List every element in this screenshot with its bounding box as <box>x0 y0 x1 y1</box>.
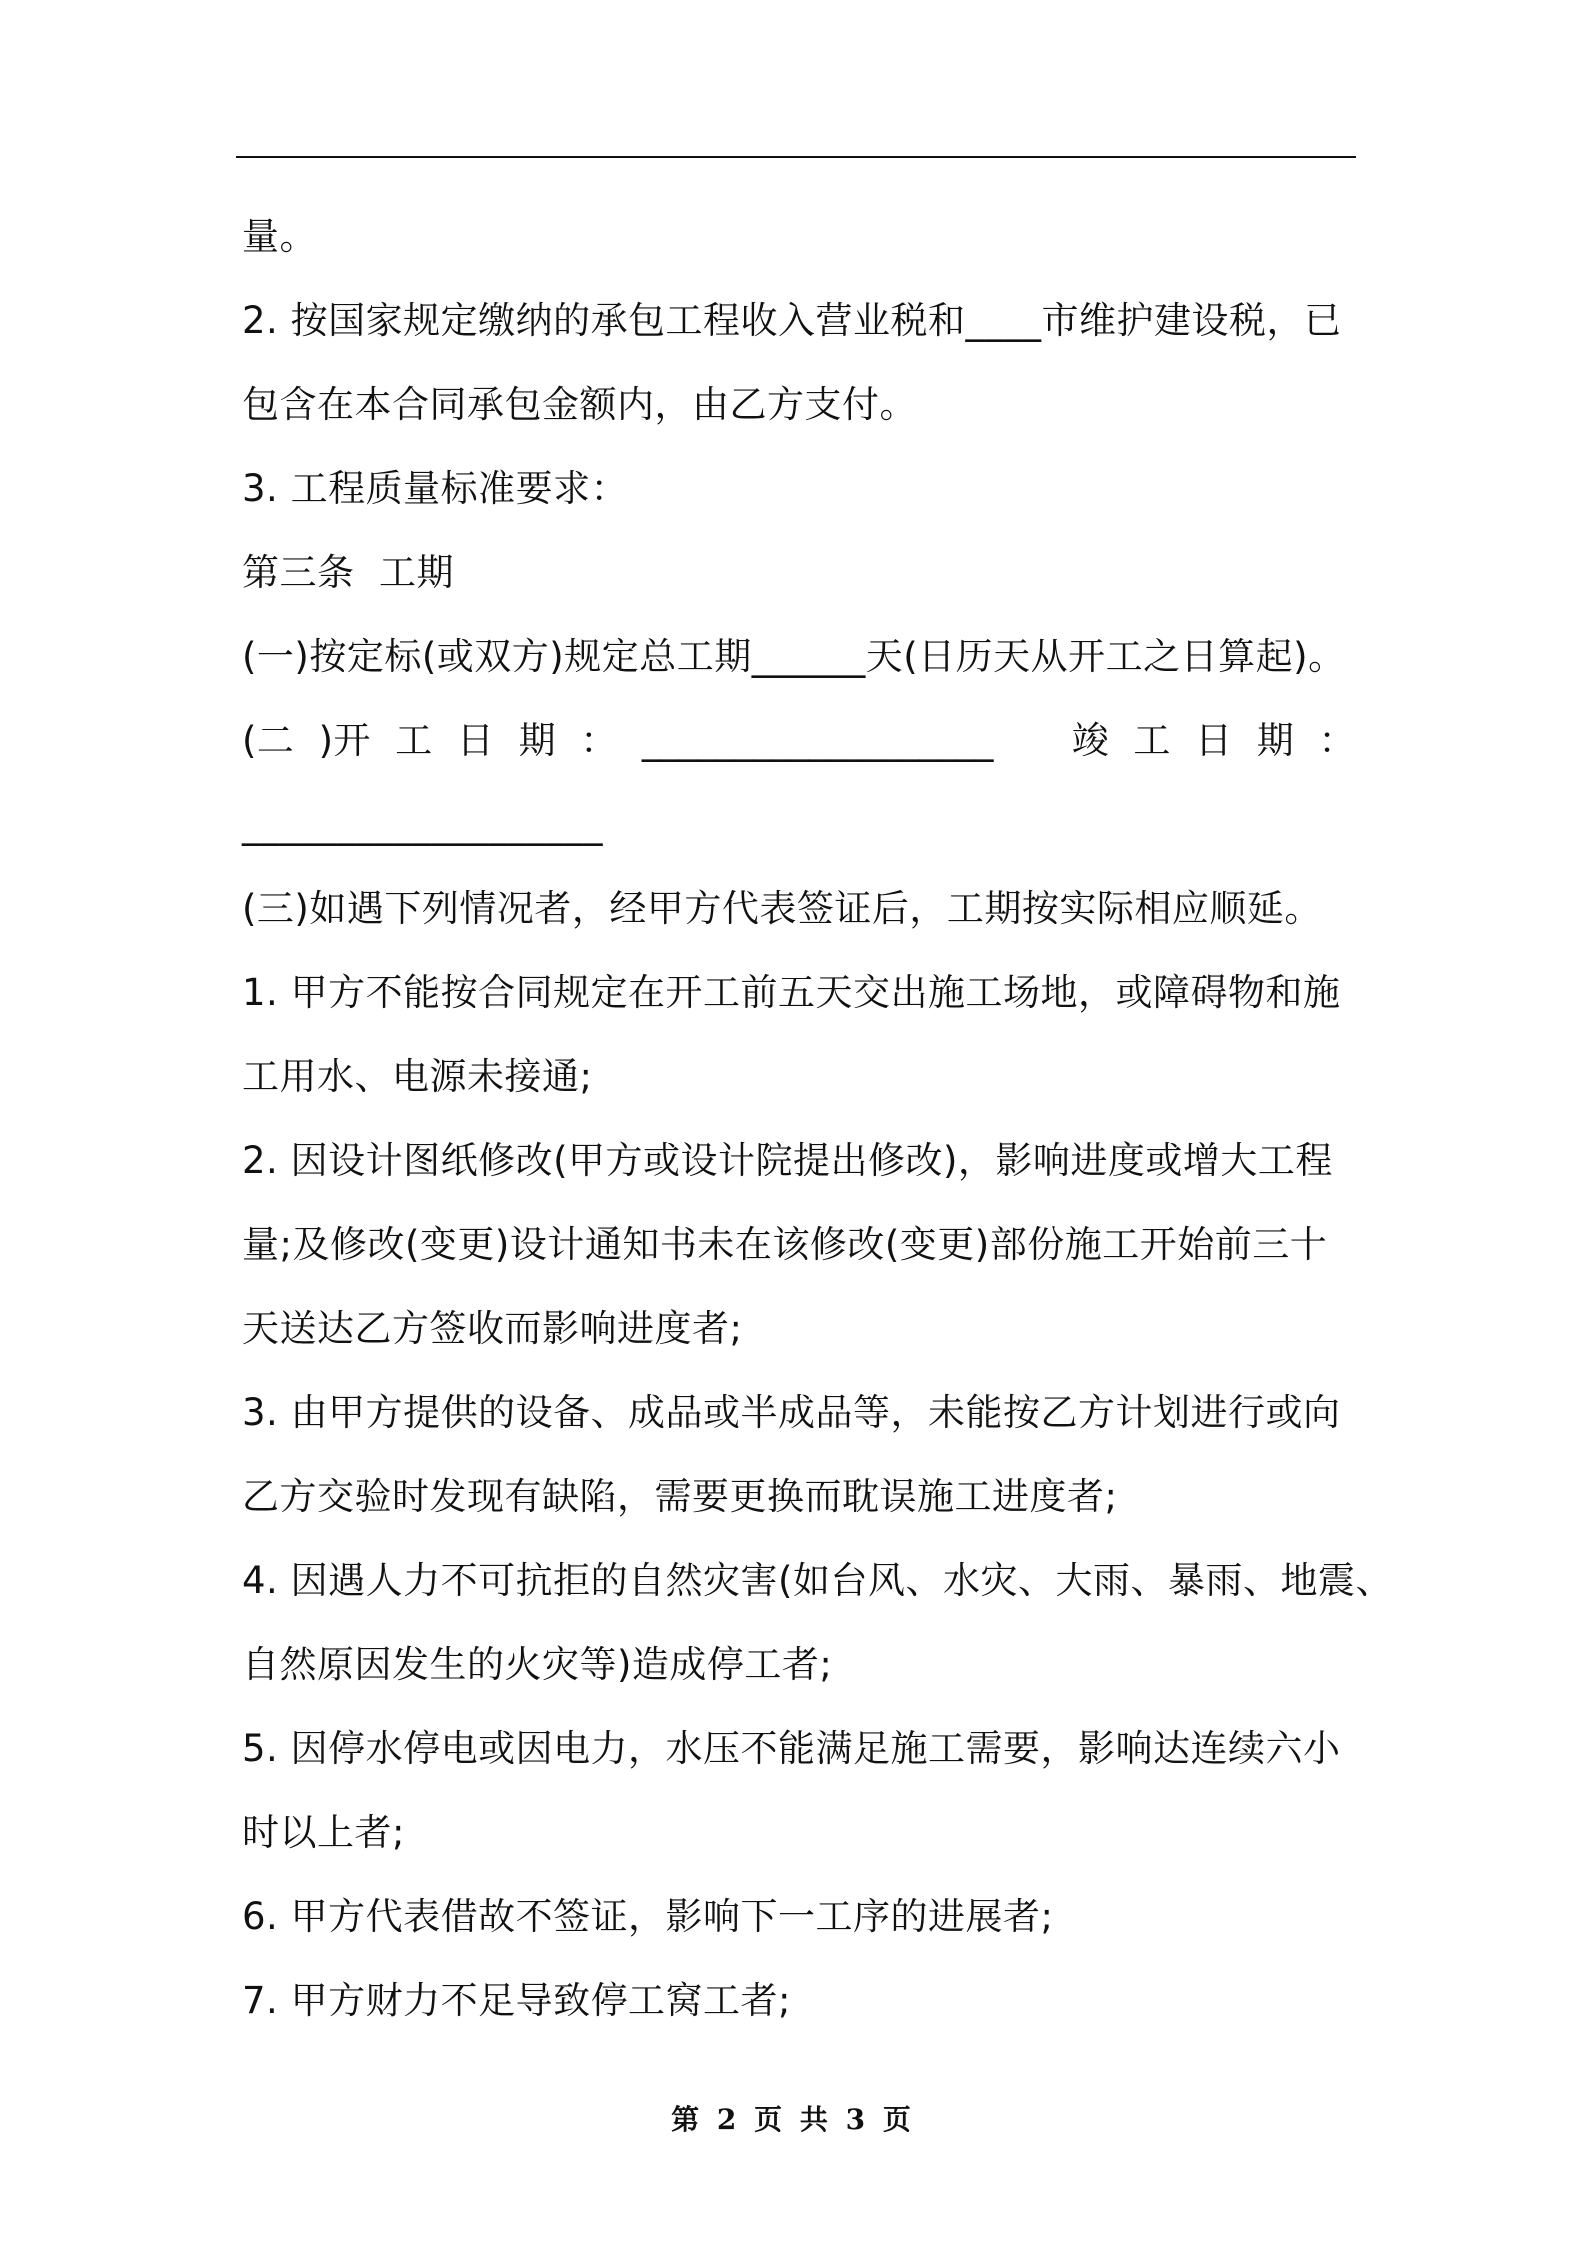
article-heading: 第三条 工期 <box>242 551 455 594</box>
dates-colon: ： <box>580 719 618 762</box>
paragraph-line: 自然原因发生的火灾等)造成停工者; <box>242 1643 833 1686</box>
dates-line <box>242 699 1356 783</box>
paragraph-line: 量。 <box>242 215 317 258</box>
dates-prefix: (二 <box>242 719 295 762</box>
paragraph-line: 量;及修改(变更)设计通知书未在该修改(变更)部份施工开始前三十 <box>242 1223 1328 1266</box>
dates-char: 工 <box>1133 719 1171 762</box>
paragraph-line: 1. 甲方不能按合同规定在开工前五天交出施工场地，或障碍物和施 <box>242 971 1341 1014</box>
paragraph-line: 3. 工程质量标准要求： <box>242 467 629 510</box>
dates-gap <box>1018 699 1048 783</box>
paragraph-line: (三)如遇下列情况者，经甲方代表签证后，工期按实际相应顺延。 <box>242 887 1322 930</box>
page-number-footer: 第 2 页 共 3 页 <box>671 2103 915 2136</box>
dates-char: 期 <box>1256 719 1295 762</box>
paragraph-line: 3. 由甲方提供的设备、成品或半成品等，未能按乙方计划进行或向 <box>242 1391 1341 1434</box>
paragraph-line: 包含在本合同承包金额内，由乙方支付。 <box>242 383 917 426</box>
paragraph-line: (一)按定标(或双方)规定总工期______天(日历天从开工之日算起)。 <box>242 635 1346 678</box>
completion-date-blank: ___________________ <box>242 803 603 846</box>
paragraph-line: 4. 因遇人力不可抗拒的自然灾害(如台风、水灾、大雨、暴雨、地震、 <box>242 1559 1393 1602</box>
paragraph-line: 7. 甲方财力不足导致停工窝工者; <box>242 1979 792 2022</box>
paragraph-line: 6. 甲方代表借故不签证，影响下一工序的进展者; <box>242 1895 1054 1938</box>
dates-colon: ： <box>1318 719 1356 762</box>
paragraph-line: 2. 按国家规定缴纳的承包工程收入营业税和____市维护建设税，已 <box>242 299 1342 342</box>
dates-char: 日 <box>1195 719 1233 762</box>
start-date-blank: ___________________ <box>641 719 994 762</box>
dates-char: 竣 <box>1071 719 1110 762</box>
dates-char: 日 <box>456 719 495 762</box>
dates-char: 工 <box>395 719 433 762</box>
paragraph-line: 天送达乙方签收而影响进度者; <box>242 1307 743 1350</box>
paragraph-line: 乙方交验时发现有缺陷，需要更换而耽误施工进度者; <box>242 1475 1118 1518</box>
dates-char: 期 <box>518 719 557 762</box>
paragraph-line: 5. 因停水停电或因电力，水压不能满足施工需要，影响达连续六小 <box>242 1727 1341 1770</box>
document-body <box>242 195 1393 2043</box>
dates-open-label: )开 <box>318 719 372 762</box>
header-rule <box>236 156 1356 158</box>
paragraph-line: 时以上者; <box>242 1811 405 1854</box>
paragraph-line: 2. 因设计图纸修改(甲方或设计院提出修改)，影响进度或增大工程 <box>242 1139 1333 1182</box>
paragraph-line: 工用水、电源未接通; <box>242 1055 593 1098</box>
